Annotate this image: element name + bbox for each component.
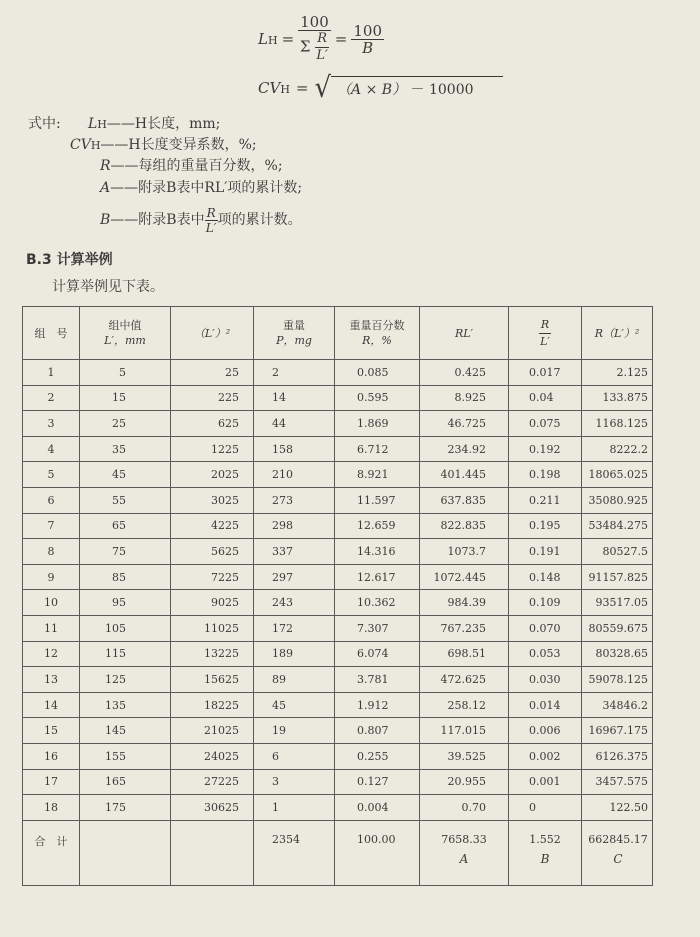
- header-rl: RL′: [420, 307, 509, 360]
- cell-mid-value: 105: [80, 615, 171, 641]
- cell-group-no: 4: [23, 436, 80, 462]
- cell-l-squared: 2025: [171, 462, 254, 488]
- cell-mid-value: 35: [80, 436, 171, 462]
- cell-weight: 298: [254, 513, 335, 539]
- definition-row: B——附录B表中 $\frac{R}{L'}$ 项的累计数。: [100, 205, 302, 235]
- cell-r-over-l: 0.075: [509, 411, 582, 437]
- section-subtitle: 计算举例见下表。: [52, 279, 164, 295]
- equals-sign: =: [295, 78, 309, 97]
- table-row: [23, 615, 653, 641]
- cell-mid-value: 65: [80, 513, 171, 539]
- cell-group-no: 3: [23, 411, 80, 437]
- cell-rl-squared: 8222.2: [582, 436, 653, 462]
- cell-weight: 297: [254, 564, 335, 590]
- cell-weight-percent: 7.307: [335, 615, 420, 641]
- cell-r-over-l: 0.002: [509, 743, 582, 769]
- fraction-100-over-b: $\frac{100}{B}$: [353, 21, 382, 57]
- cell-r-over-l: 0.192: [509, 436, 582, 462]
- cell-rl-squared: 35080.925: [582, 487, 653, 513]
- cell-rl: 0.425: [420, 360, 509, 386]
- square-root: √ （A × B） － 10000: [314, 76, 503, 99]
- cell-rl-squared: 1168.125: [582, 411, 653, 437]
- cell-group-no: 17: [23, 769, 80, 795]
- cell-weight: 44: [254, 411, 335, 437]
- cell-rl-squared: 93517.05: [582, 590, 653, 616]
- cell-l-squared: 24025: [171, 743, 254, 769]
- cell-l-squared: 15625: [171, 667, 254, 693]
- cell-l-squared: 225: [171, 385, 254, 411]
- cell-r-over-l: 0.198: [509, 462, 582, 488]
- header-l-squared: （L′）²: [171, 307, 254, 360]
- cell-group-no: 8: [23, 539, 80, 565]
- table-row: [23, 590, 653, 616]
- cell-weight: 1: [254, 795, 335, 821]
- table-total-row: [23, 820, 653, 885]
- cell-l-squared: 3025: [171, 487, 254, 513]
- cell-l-squared: 18225: [171, 692, 254, 718]
- cell-rl-squared: 53484.275: [582, 513, 653, 539]
- cell-mid-value: 85: [80, 564, 171, 590]
- cell-group-no: 5: [23, 462, 80, 488]
- cell-weight-percent: 11.597: [335, 487, 420, 513]
- cell-mid-value: 25: [80, 411, 171, 437]
- cell-rl: 20.955: [420, 769, 509, 795]
- cell-mid-value: 155: [80, 743, 171, 769]
- cell-weight-percent: 10.362: [335, 590, 420, 616]
- cell-r-over-l: 0: [509, 795, 582, 821]
- cell-rl: 472.625: [420, 667, 509, 693]
- cell-rl-squared: 34846.2: [582, 692, 653, 718]
- cell-weight-percent: 0.085: [335, 360, 420, 386]
- cell-rl: 1072.445: [420, 564, 509, 590]
- cell-mid-value: 175: [80, 795, 171, 821]
- cell-l-squared: 30625: [171, 795, 254, 821]
- cell-mid-value: 5: [80, 360, 171, 386]
- cell-l-squared: 4225: [171, 513, 254, 539]
- cell-mid-value: 115: [80, 641, 171, 667]
- cell-rl-squared: 3457.575: [582, 769, 653, 795]
- cell-group-no: 9: [23, 564, 80, 590]
- cell-weight-percent: 3.781: [335, 667, 420, 693]
- cell-l-squared: 1225: [171, 436, 254, 462]
- cell-rl-squared: 122.50: [582, 795, 653, 821]
- equals-sign: =: [281, 30, 295, 48]
- cell-weight-percent: 0.595: [335, 385, 420, 411]
- header-weight-percent: 重量百分数 R，%: [335, 307, 420, 360]
- table-row: [23, 769, 653, 795]
- cell-rl-squared: 80328.65: [582, 641, 653, 667]
- table-row: [23, 743, 653, 769]
- fraction-100-over-sum: 100 Σ $\frac{R}{L'}$: [299, 13, 329, 63]
- cell-group-no: 13: [23, 667, 80, 693]
- cell-rl-squared: 91157.825: [582, 564, 653, 590]
- total-rl-squared: 662845.17 C: [582, 820, 653, 885]
- cell-group-no: 11: [23, 615, 80, 641]
- total-rl: 7658.33 A: [420, 820, 509, 885]
- cell-weight-percent: 12.617: [335, 564, 420, 590]
- table-row: [23, 539, 653, 565]
- cell-weight: 189: [254, 641, 335, 667]
- cell-rl-squared: 59078.125: [582, 667, 653, 693]
- cell-weight: 210: [254, 462, 335, 488]
- cell-rl-squared: 16967.175: [582, 718, 653, 744]
- cell-mid-value: 55: [80, 487, 171, 513]
- cell-group-no: 6: [23, 487, 80, 513]
- cell-weight: 2: [254, 360, 335, 386]
- cell-weight-percent: 0.004: [335, 795, 420, 821]
- cell-weight-percent: 12.659: [335, 513, 420, 539]
- cell-rl: 401.445: [420, 462, 509, 488]
- header-group-no: 组 号: [23, 307, 80, 360]
- formula-cv-lhs: CVH: [258, 78, 290, 97]
- cell-l-squared: 25: [171, 360, 254, 386]
- total-label: 合 计: [23, 820, 80, 885]
- equals-sign: =: [334, 30, 348, 48]
- cell-r-over-l: 0.017: [509, 360, 582, 386]
- cell-rl: 984.39: [420, 590, 509, 616]
- table-row: [23, 411, 653, 437]
- table-row: [23, 360, 653, 386]
- cell-weight: 243: [254, 590, 335, 616]
- cell-mid-value: 135: [80, 692, 171, 718]
- cell-r-over-l: 0.070: [509, 615, 582, 641]
- total-empty: [80, 820, 171, 885]
- cell-group-no: 2: [23, 385, 80, 411]
- header-r-over-l: $\frac{R}{L'}$: [509, 307, 582, 360]
- cell-mid-value: 15: [80, 385, 171, 411]
- cell-rl: 0.70: [420, 795, 509, 821]
- cell-weight: 19: [254, 718, 335, 744]
- radical-sign-icon: √: [314, 71, 332, 105]
- definitions-lead: 式中:: [28, 116, 61, 132]
- cell-weight-percent: 0.255: [335, 743, 420, 769]
- cell-weight-percent: 0.807: [335, 718, 420, 744]
- formula-cv: [258, 71, 503, 105]
- cell-l-squared: 9025: [171, 590, 254, 616]
- cell-l-squared: 11025: [171, 615, 254, 641]
- cell-r-over-l: 0.109: [509, 590, 582, 616]
- cell-weight: 337: [254, 539, 335, 565]
- cell-rl-squared: 18065.025: [582, 462, 653, 488]
- cell-group-no: 18: [23, 795, 80, 821]
- cell-rl: 8.925: [420, 385, 509, 411]
- cell-mid-value: 45: [80, 462, 171, 488]
- cell-mid-value: 165: [80, 769, 171, 795]
- cell-rl-squared: 6126.375: [582, 743, 653, 769]
- cell-r-over-l: 0.211: [509, 487, 582, 513]
- table-row: [23, 795, 653, 821]
- header-mid-value: 组中值 L′，mm: [80, 307, 171, 360]
- cell-group-no: 16: [23, 743, 80, 769]
- cell-r-over-l: 0.014: [509, 692, 582, 718]
- cell-r-over-l: 0.148: [509, 564, 582, 590]
- cell-r-over-l: 0.006: [509, 718, 582, 744]
- cell-rl-squared: 80559.675: [582, 615, 653, 641]
- cell-weight: 14: [254, 385, 335, 411]
- header-weight: 重量 P，mg: [254, 307, 335, 360]
- cell-l-squared: 625: [171, 411, 254, 437]
- table-header-row: [23, 307, 653, 360]
- cell-weight: 45: [254, 692, 335, 718]
- table-row: [23, 564, 653, 590]
- cell-weight: 273: [254, 487, 335, 513]
- cell-rl: 234.92: [420, 436, 509, 462]
- cell-r-over-l: 0.001: [509, 769, 582, 795]
- cell-r-over-l: 0.195: [509, 513, 582, 539]
- cell-r-over-l: 0.04: [509, 385, 582, 411]
- cell-rl-squared: 2.125: [582, 360, 653, 386]
- cell-weight-percent: 1.912: [335, 692, 420, 718]
- definition-row: R——每组的重量百分数，%;: [100, 158, 283, 174]
- cell-group-no: 14: [23, 692, 80, 718]
- cell-r-over-l: 0.030: [509, 667, 582, 693]
- table-row: [23, 513, 653, 539]
- cell-rl: 637.835: [420, 487, 509, 513]
- cell-rl: 822.835: [420, 513, 509, 539]
- formula-lhs: LH: [258, 30, 278, 48]
- cell-group-no: 7: [23, 513, 80, 539]
- cell-weight-percent: 6.712: [335, 436, 420, 462]
- total-percent: 100.00: [335, 820, 420, 885]
- formula-length: [258, 14, 384, 64]
- cell-group-no: 15: [23, 718, 80, 744]
- table-row: [23, 462, 653, 488]
- cell-weight: 172: [254, 615, 335, 641]
- cell-mid-value: 75: [80, 539, 171, 565]
- cell-l-squared: 5625: [171, 539, 254, 565]
- cell-weight-percent: 14.316: [335, 539, 420, 565]
- definition-row: A——附录B表中RL′项的累计数;: [100, 180, 303, 196]
- cell-l-squared: 27225: [171, 769, 254, 795]
- cell-weight: 89: [254, 667, 335, 693]
- cell-group-no: 12: [23, 641, 80, 667]
- table-row: [23, 692, 653, 718]
- section-title: B.3 计算举例: [26, 252, 113, 268]
- cell-rl: 698.51: [420, 641, 509, 667]
- cell-weight-percent: 8.921: [335, 462, 420, 488]
- cell-rl: 39.525: [420, 743, 509, 769]
- cell-mid-value: 125: [80, 667, 171, 693]
- cell-rl: 1073.7: [420, 539, 509, 565]
- cell-weight-percent: 0.127: [335, 769, 420, 795]
- table-row: [23, 718, 653, 744]
- cell-group-no: 1: [23, 360, 80, 386]
- table-row: [23, 385, 653, 411]
- cell-weight-percent: 1.869: [335, 411, 420, 437]
- cell-weight: 6: [254, 743, 335, 769]
- cell-r-over-l: 0.053: [509, 641, 582, 667]
- total-r-over-l: 1.552 B: [509, 820, 582, 885]
- cell-r-over-l: 0.191: [509, 539, 582, 565]
- cell-mid-value: 95: [80, 590, 171, 616]
- cell-rl-squared: 133.875: [582, 385, 653, 411]
- table-row: [23, 487, 653, 513]
- cell-rl: 258.12: [420, 692, 509, 718]
- cell-weight-percent: 6.074: [335, 641, 420, 667]
- header-rl-squared: R（L′）²: [582, 307, 653, 360]
- table-row: [23, 436, 653, 462]
- cell-weight: 3: [254, 769, 335, 795]
- cell-l-squared: 21025: [171, 718, 254, 744]
- cell-l-squared: 13225: [171, 641, 254, 667]
- cell-rl-squared: 80527.5: [582, 539, 653, 565]
- cell-rl: 767.235: [420, 615, 509, 641]
- cell-mid-value: 145: [80, 718, 171, 744]
- cell-rl: 117.015: [420, 718, 509, 744]
- table-row: [23, 667, 653, 693]
- table-row: [23, 641, 653, 667]
- total-weight: 2354: [254, 820, 335, 885]
- total-empty: [171, 820, 254, 885]
- cell-group-no: 10: [23, 590, 80, 616]
- calculation-table: [22, 306, 653, 886]
- definition-row: CVH——H长度变异系数，%;: [70, 137, 257, 153]
- cell-l-squared: 7225: [171, 564, 254, 590]
- symbol-definitions: [28, 113, 528, 238]
- cell-rl: 46.725: [420, 411, 509, 437]
- definition-row: LH——H长度，mm;: [88, 116, 221, 132]
- cell-weight: 158: [254, 436, 335, 462]
